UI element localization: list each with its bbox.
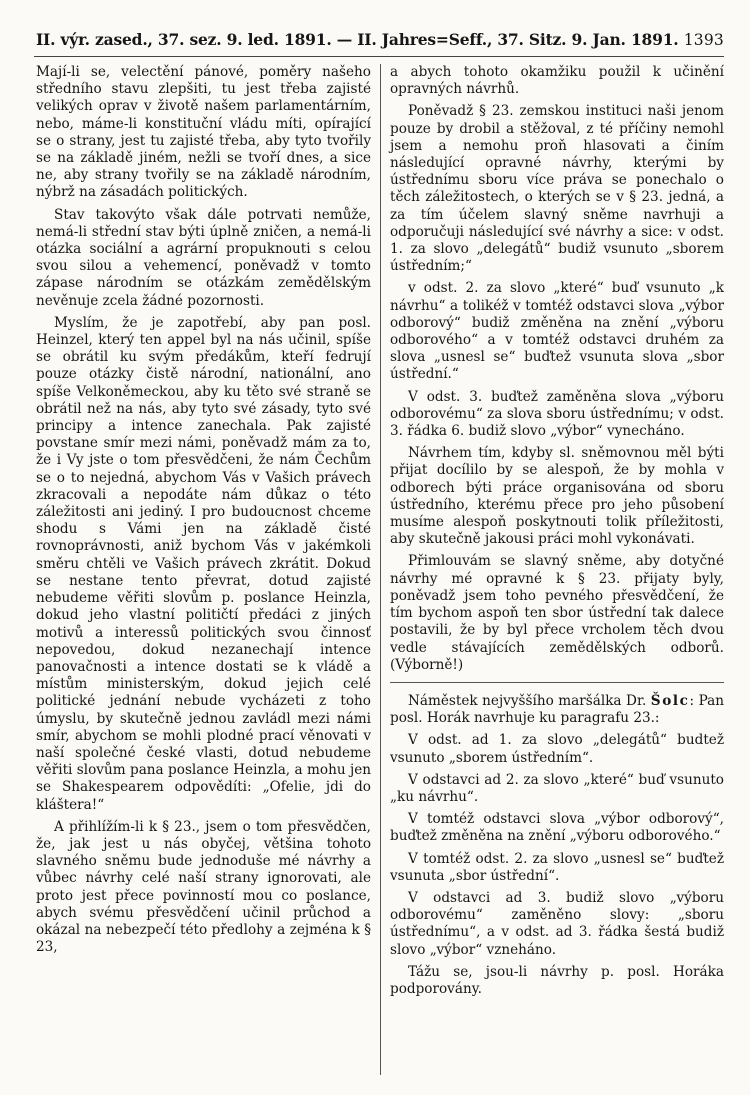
section-divider bbox=[390, 682, 724, 683]
left-paragraph: Stav takovýto však dále potrvati nemůže, nemá-li střední stav býti úplně zničen, a nemá-li otázka sociální a agrární propuknouti s celou svou silou a vehemencí, poněvadž v tomto zápase národním se otázkám zemědělským nevěnuje zcela žádné pozornosti. bbox=[36, 206, 371, 309]
page-header bbox=[36, 30, 724, 49]
right-column bbox=[380, 64, 724, 1075]
motion-paragraph: Tážu se, jsou-li návrhy p. posl. Horáka podporovány. bbox=[390, 963, 724, 997]
motion-paragraph: V odstavci ad 3. budiž slovo „výboru odborovému“ zaměněno slovy: „sboru ústřednímu“, a v odst. ad 3. řádka šestá budiž slovo „výbor“ vzneháno. bbox=[390, 889, 724, 958]
right-paragraph: a abych tohoto okamžiku použil k učinění opravných návrhů. bbox=[390, 64, 724, 98]
speaker-intro: Náměstek nejvyššího maršálka Dr. bbox=[408, 692, 647, 709]
speaker-paragraph bbox=[390, 693, 724, 727]
right-paragraph: Poněvadž § 23. zemskou instituci naši jenom pouze by drobil a stěžoval, z té příčiny nemohl jsem a nemohu proň hlasovati a činím následující opravné návrhy, kterými by ústřednímu sboru více práva se ponechalo o těch záležitostech, o kterých se v § 23. jedná, a za tím účelem slavný sněme navrhuji a odporučuji následující své návrhy a sice: v odst. 1. za slovo „delegátů“ budiž vsunuto „sborem ústředním;“ bbox=[390, 103, 724, 275]
speaker-name: Šolc bbox=[650, 692, 690, 709]
right-paragraph: V odst. 3. buďtež zaměněna slova „výboru odborovému“ za slova sboru ústřednímu; v odst. 3. řádka 6. budiž slovo „výbor“ vynecháno. bbox=[390, 388, 724, 440]
motion-paragraph: V odstavci ad 2. za slovo „které“ buď vsunuto „ku návrhu“. bbox=[390, 771, 724, 805]
right-paragraph: v odst. 2. za slovo „které“ buď vsunuto „k návrhu“ a tolikéž v tomtéž odstavci slova „výbor odborový“ budiž změněna na znění „výboru odborového“ a v tomtéž odstavci druhém za slova „usnesl se“ buďtež vsunuta slova „sbor ústřední.“ bbox=[390, 280, 724, 383]
right-paragraph: Návrhem tím, kdyby sl. sněmovnou měl býti přijat docílilo by se alespoň, že by mohla v odborech býti práce organisována od sboru ústředního, kterému přece pro jeho působení musíme alespoň poskytnouti tolik příležitosti, aby skutečně jakousi práci mohl vykonávati. bbox=[390, 445, 724, 548]
right-paragraph: Přimlouvám se slavný sněme, aby dotyčné návrhy mé opravné k § 23. přijaty byly, poněvadž jsem toho pevného přesvědčení, že tím bychom aspoň ten sbor ústřední tak dalece postavili, že by byl přece vrcholem těch dvou vedle stávajících zemědělských odborů. (Výborně!) bbox=[390, 553, 724, 673]
motion-paragraph: V tomtéž odst. 2. za slovo „usnesl se“ buďtež vsunuta „sbor ústřední“. bbox=[390, 850, 724, 884]
left-paragraph: Mají-li se, velectění pánové, poměry našeho středního stavu zlepšiti, tu jest třeba zajisté velikých oprav v životě našem parlamentárním, nebo, máme-li konstituční vládu míti, opírající se o strany, jest tu zajisté třeba, aby tyto tvořily se na základě jiném, nežli se tvoří dnes, a sice ne, aby strany tvořily se na základě národním, nýbrž na zásadách politických. bbox=[36, 64, 371, 201]
motion-paragraph: V tomtéž odstavci slova „výbor odborový“, buďtež změněna na znění „výboru odborového.“ bbox=[390, 811, 724, 845]
motion-paragraph: V odst. ad 1. za slovo „delegátů“ budtež vsunuto „sborem ústředním“. bbox=[390, 732, 724, 766]
header-rule bbox=[34, 56, 724, 57]
left-column bbox=[36, 64, 380, 1075]
text-columns bbox=[36, 64, 724, 1075]
left-paragraph: A přihlížím-li k § 23., jsem o tom přesvědčen, že, jak jest u nás obyčej, většina tohoto slavného sněmu bude jednoduše mé návrhy a vůbec návrhy celé naší strany ignorovati, ale proto jest přece povinností mou co poslance, abych svému přesvědčení učinil průchod a okázal na nebezpečí této předlohy a zejména k § 23, bbox=[36, 818, 371, 956]
header-session-info: II. výr. zased., 37. sez. 9. led. 1891. — II. Jahres=Seff., 37. Sitz. 9. Jan. 1891. bbox=[36, 30, 679, 49]
page-number: 1393 bbox=[683, 31, 724, 49]
left-paragraph: Myslím, že je zapotřebí, aby pan posl. Heinzel, který ten appel byl na nás učinil, spíše se obrátil ku svým předákům, kteří fedrují pouze otázky čistě národní, nationální, ano spíše Velkoněmeckou, aby ku těto své straně se obrátil než na nás, aby tyto své zásady, tyto své principy a intence zanechala. Pak zajisté povstane smír mezi námi, poněvadž mám za to, že i Vy jste o tom přesvědčeni, že nám Čechům se o to nejedná, abychom Vás v Vašich právech zkracovali a nepodáte nám důkaz o této záležitosti ani jediný. I pro budoucnost chceme shodu s Vámi jen na základě čisté rovnoprávnosti, aniž bychom Vás v jakémkoli směru chtěli ve Vašich právech zkrátit. Dokud se nestane tento převrat, dotud zajisté nebudeme věřiti slovům p. poslance Heinzla, dokud jeho vlastní političtí předáci z jiných motivů a interessů politických svou činnosť nepovedou, dokud nezanechají intence panovačnosti a intence dostati se k vládě a místům ministerským, dokud jejich celé politické jednání nebude vycházeti z toho úmyslu, by skutečně jednou zavládl mezi námi smír, abychom se mohli plodné prací věnovati v naší společné české vlasti, dotud nebudeme věřiti slovům pana poslance Heinzla, a mohu jen se Shakespearem odpovědíti: „Ofelie, jdi do kláštera!“ bbox=[36, 314, 371, 813]
speaker-rest: : Pan posl. Horák navrhuje ku paragrafu 23.: bbox=[390, 692, 724, 727]
